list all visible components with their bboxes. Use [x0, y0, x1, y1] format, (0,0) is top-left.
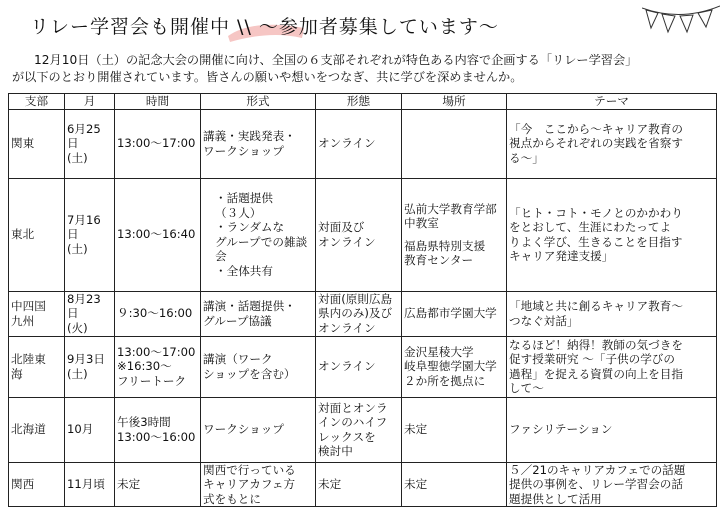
- cell-theme: ファシリテーション: [507, 397, 717, 462]
- cell-branch: 東北: [9, 178, 65, 291]
- cell-month: 7月16日 (土): [65, 178, 115, 291]
- cell-theme: 「今 ここから～キャリア教育の 視点からそれぞれの実践を省察す る～」: [507, 109, 717, 178]
- page-title: リレー学習会も開催中 \\ ～参加者募集しています～: [30, 16, 499, 38]
- cell-theme: 「地域と共に創るキャリア教育～ つなぐ対話」: [507, 291, 717, 336]
- intro-text: [12, 52, 712, 86]
- cell-time: ９:30～16:00: [115, 291, 201, 336]
- cell-place: 未定: [402, 397, 507, 462]
- cell-place: [402, 109, 507, 178]
- cell-place: 未定: [402, 462, 507, 507]
- cell-month: 8月23日 (火): [65, 291, 115, 336]
- cell-time: 未定: [115, 462, 201, 507]
- cell-time: 13:00～17:00: [115, 109, 201, 178]
- cell-branch: 北海道: [9, 397, 65, 462]
- cell-format: ワークショップ: [201, 397, 316, 462]
- cell-style: 対面及び オンライン: [316, 178, 402, 291]
- cell-format: 関西で行っている キャリアカフェ方 式をもとに: [201, 462, 316, 507]
- header-theme: テーマ: [507, 94, 717, 110]
- title-area: [26, 4, 586, 44]
- cell-format: 講義・実践発表・ ワークショップ: [201, 109, 316, 178]
- cell-format: ・話題提供 （３人） ・ランダムな グループでの雑談 会 ・全体共有: [201, 178, 316, 291]
- header-place: 場所: [402, 94, 507, 110]
- cell-time: 13:00～17:00 ※16:30～ フリートーク: [115, 336, 201, 397]
- cell-style: オンライン: [316, 109, 402, 178]
- intro-line-1: 12月10日（土）の記念大会の開催に向け、全国の６支部それぞれが特色ある内容で企画する「リレー学習会」: [34, 53, 638, 67]
- table-row: [9, 397, 717, 462]
- cell-branch: 関西: [9, 462, 65, 507]
- cell-format: 講演（ワーク ショップを含む）: [201, 336, 316, 397]
- header-branch: 支部: [9, 94, 65, 110]
- table-row: [9, 178, 717, 291]
- cell-place: 広島都市学園大学: [402, 291, 507, 336]
- cell-place: 金沢星稜大学 岐阜聖徳学園大学 ２か所を拠点に: [402, 336, 507, 397]
- cell-style: 対面(原則広島 県内のみ)及び オンライン: [316, 291, 402, 336]
- cell-time: 午後3時間 13:00～16:00: [115, 397, 201, 462]
- cell-place: 弘前大学教育学部 中教室 福島県特別支援 教育センター: [402, 178, 507, 291]
- table-row: [9, 109, 717, 178]
- cell-format: 講演・話題提供・ グループ協議: [201, 291, 316, 336]
- cell-style: オンライン: [316, 336, 402, 397]
- cell-theme: ５／21のキャリアカフェでの話題 提供の事例を、リレー学習会の話 題提供として活用: [507, 462, 717, 507]
- intro-line-2: が以下のとおり開催されています。皆さんの願いや想いをつなぎ、共に学びを深めませんか。: [12, 70, 523, 84]
- cell-month: 6月25日 (土): [65, 109, 115, 178]
- cell-month: 11月頃: [65, 462, 115, 507]
- cell-branch: 中四国 九州: [9, 291, 65, 336]
- cell-style: 未定: [316, 462, 402, 507]
- table-row: [9, 462, 717, 507]
- header-time: 時間: [115, 94, 201, 110]
- table-row: [9, 291, 717, 336]
- table-header-row: [9, 94, 717, 110]
- header-style: 形態: [316, 94, 402, 110]
- cell-branch: 北陸東 海: [9, 336, 65, 397]
- cell-month: 9月3日 (土): [65, 336, 115, 397]
- cell-style: 対面とオンラ インのハイフ レックスを 検討中: [316, 397, 402, 462]
- table-row: [9, 336, 717, 397]
- cell-month: 10月: [65, 397, 115, 462]
- bunting-flags-decoration: [642, 0, 720, 48]
- cell-theme: なるほど！納得！教師の気づきを 促す授業研究 ～「子供の学びの 過程」を捉える資質の向上を目指 して～: [507, 336, 717, 397]
- schedule-table: [8, 93, 717, 507]
- cell-time: 13:00～16:40: [115, 178, 201, 291]
- cell-branch: 関東: [9, 109, 65, 178]
- header-format: 形式: [201, 94, 316, 110]
- cell-theme: 「ヒト・コト・モノとのかかわり をとおして、生涯にわたってよ りよく学び、生きることを目指す キャリア発達支援」: [507, 178, 717, 291]
- header-month: 月: [65, 94, 115, 110]
